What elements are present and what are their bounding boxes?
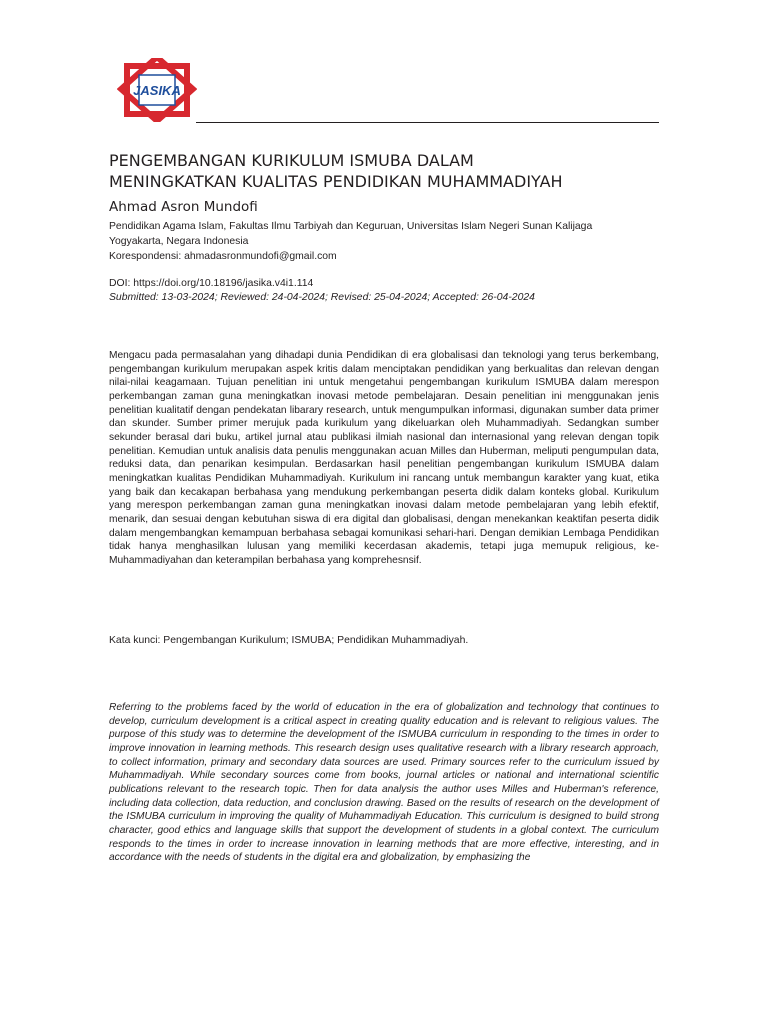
header-rule — [196, 122, 659, 123]
correspondence-email[interactable]: Korespondensi: ahmadasronmundofi@gmail.com — [109, 251, 337, 262]
affiliation-block — [109, 219, 669, 264]
title-line-1: PENGEMBANGAN KURIKULUM ISMUBA DALAM — [109, 151, 474, 170]
submission-dates: Submitted: 13-03-2024; Reviewed: 24-04-2024; Revised: 25-04-2024; Accepted: 26-04-2024 — [109, 292, 535, 303]
jasika-logo — [117, 58, 197, 122]
affiliation-line-1: Pendidikan Agama Islam, Fakultas Ilmu Tarbiyah dan Keguruan, Universitas Islam Negeri Sunan Kalijaga — [109, 221, 593, 232]
keywords-label: Kata kunci — [109, 635, 158, 646]
affiliation-line-2: Yogyakarta, Negara Indonesia — [109, 236, 249, 247]
paper-title — [109, 150, 669, 192]
author-name: Ahmad Asron Mundofi — [109, 199, 258, 215]
doi-link[interactable]: DOI: https://doi.org/10.18196/jasika.v4i1.114 — [109, 278, 314, 289]
title-line-2: MENINGKATKAN KUALITAS PENDIDIKAN MUHAMMADIYAH — [109, 172, 563, 191]
keywords-line — [109, 633, 468, 648]
abstract-english: Referring to the problems faced by the world of education in the era of globalization and technology that continues to develop, curriculum development is a critical aspect in creating quality education and is relevant to religious values. The purpose of this study was to determine the development of the ISMUBA curriculum in responding to the times in order to improve innovation in learning methods. This research design uses qualitative research with a library research approach, to collect information, primary and secondary data sources are used. Primary sources refer to the curriculum issued by Muhammadiyah. While secondary sources come from books, journal articles or national and international scientific publications relevant to the research topic. Then for data analysis the author uses Milles and Huberman's reference, including data collection, data reduction, and conclusion drawing. Based on the results of research on the development of the ISMUBA curriculum in improving the quality of Muhammadiyah Education. This curriculum is designed to build strong character, good ethics and language skills that support the development of students in a global context. The curriculum responds to the times in order to increase innovation in learning methods that are more effective, interesting, and in accordance with the needs of students in the digital era and globalization, by emphasizing the — [109, 702, 659, 864]
abstract-indonesian: Mengacu pada permasalahan yang dihadapi dunia Pendidikan di era globalisasi dan teknologi yang terus berkembang, pengembangan kurikulum merupakan aspek kritis dalam menciptakan pendidikan yang berkualitas dan relevan dengan nilai-nilai keagamaan. Tujuan penelitian ini untuk mengetahui pengembangan kurikulum ISMUBA dalam merespon perkembangan zaman guna meningkatkan inovasi metode pembelajaran. Desain penelitian ini menggunakan jenis penelitian kualitatif dengan pendekatan libarary research, untuk mengumpulkan informasi, digunakan sumber data primer dan skunder. Sumber primer merujuk pada kurikulum yang dikeluarkan oleh Muhammadiyah. Sedangkan sumber sekunder berasal dari buku, artikel jurnal atau publikasi ilmiah nasional dan internasional yang relevan dengan topik penelitian. Kemudian untuk analisis data penulis menggunakan acuan Milles dan Huberman, meliputi pengumpulan data, reduksi data, dan penarikan kesimpulan. Berdasarkan hasil penelitian pengembangan kurikulum ISMUBA dalam meningkatkan kualitas Pendidikan Muhammadiyah. Kurikulum ini rancang untuk membangun karakter yang kuat, etika yang baik dan kecakapan berbahasa yang mendukung perkembangan peserta didik dalam konteks global. Kurikulum yang merespon perkembangan zaman guna meningkatkan inovasi dalam metode pembelajaran yang lebih efektif, menarik, dan sesuai dengan kebutuhan siswa di era digital dan globalisasi, dengan menekankan keaktifan peserta didik dalam mengembangkan kemampuan berbahasa sebagai komunikasi sehari-hari. Dengan demikian Lembaga Pendidikan tidak hanya menghasilkan lulusan yang memiliki kecerdasan akademis, tetapi juga memupuk religious, ke-Muhammadiyahan dan keterampilan berbahasa yang komprehesnsif. — [109, 350, 659, 566]
keywords-value: : Pengembangan Kurikulum; ISMUBA; Pendidikan Muhammadiyah. — [157, 635, 469, 646]
logo-text: JASIKA — [133, 83, 181, 98]
